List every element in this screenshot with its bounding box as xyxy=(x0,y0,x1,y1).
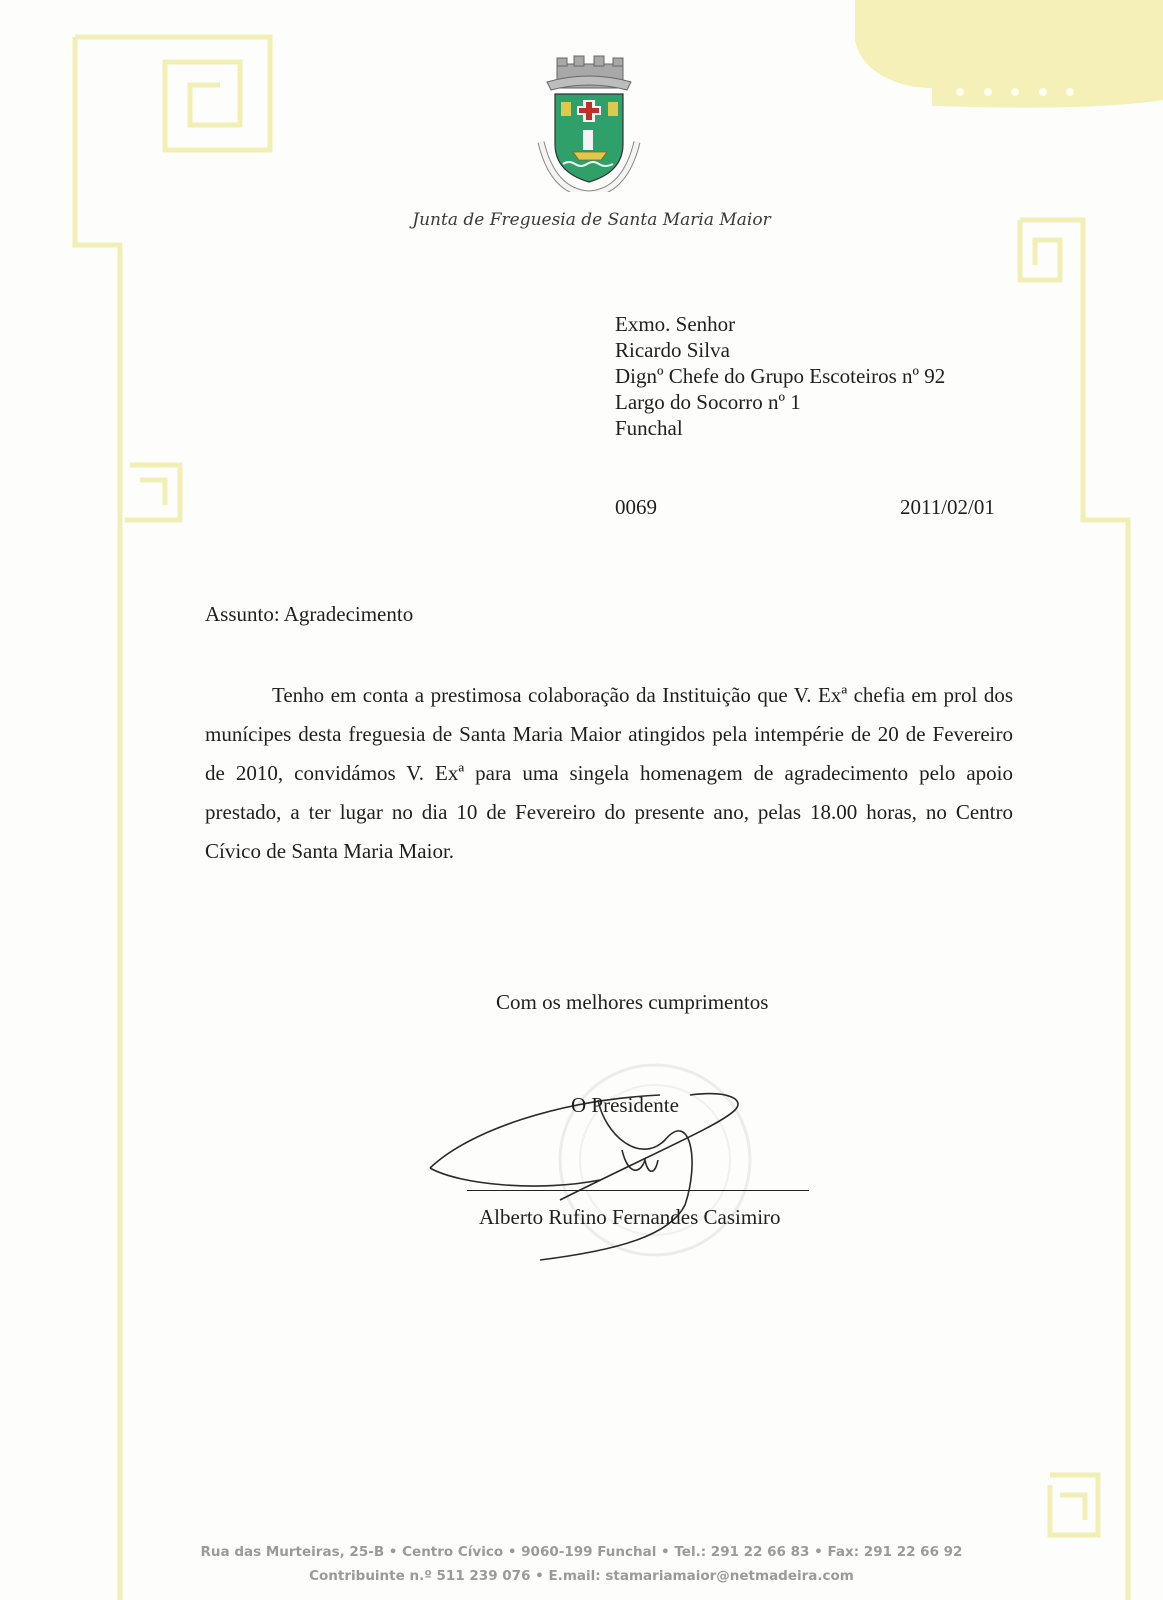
signatory-name: Alberto Rufino Fernandes Casimiro xyxy=(479,1205,781,1229)
parish-coat-of-arms-icon xyxy=(533,52,645,192)
closing-phrase: Com os melhores cumprimentos xyxy=(496,990,769,1014)
recipient-salutation: Exmo. Senhor xyxy=(615,312,736,336)
reference-number: 0069 xyxy=(615,495,657,519)
recipient-name: Ricardo Silva xyxy=(615,338,730,362)
footer-address: Rua das Murteiras, 25-B • Centro Cívico • 9060-199 Funchal • Tel.: 291 22 66 83 • Fax: 291 22 66 92 xyxy=(200,1544,963,1560)
handwritten-signature-icon xyxy=(430,1094,738,1260)
signatory-role: O Presidente xyxy=(571,1093,679,1117)
reference-date: 2011/02/01 xyxy=(900,495,995,519)
recipient-city: Funchal xyxy=(615,416,683,440)
letter-body: Tenho em conta a prestimosa colaboração da Instituição que V. Exª chefia em prol dos munícipes desta freguesia de Santa Maria Maior atingidos pela intempérie de 20 de Fevereiro de 2010, convidámos V. Exª para uma singela homenagem de agradecimento pelo apoio prestado, a ter lugar no dia 10 de Fevereiro do presente ano, pelas 18.00 horas, no Centro Cívico de Santa Maria Maior. xyxy=(205,683,1013,863)
signature-line xyxy=(467,1190,809,1191)
recipient-address xyxy=(615,311,945,441)
footer-contact: Contribuinte n.º 511 239 076 • E.mail: stamariamaior@netmadeira.com xyxy=(309,1568,854,1584)
recipient-title: Dignº Chefe do Grupo Escoteiros nº 92 xyxy=(615,364,946,388)
subject-line: Assunto: Agradecimento xyxy=(205,602,414,626)
recipient-street: Largo do Socorro nº 1 xyxy=(615,390,801,414)
letterhead-title: Junta de Freguesia de Santa Maria Maior xyxy=(412,210,771,230)
